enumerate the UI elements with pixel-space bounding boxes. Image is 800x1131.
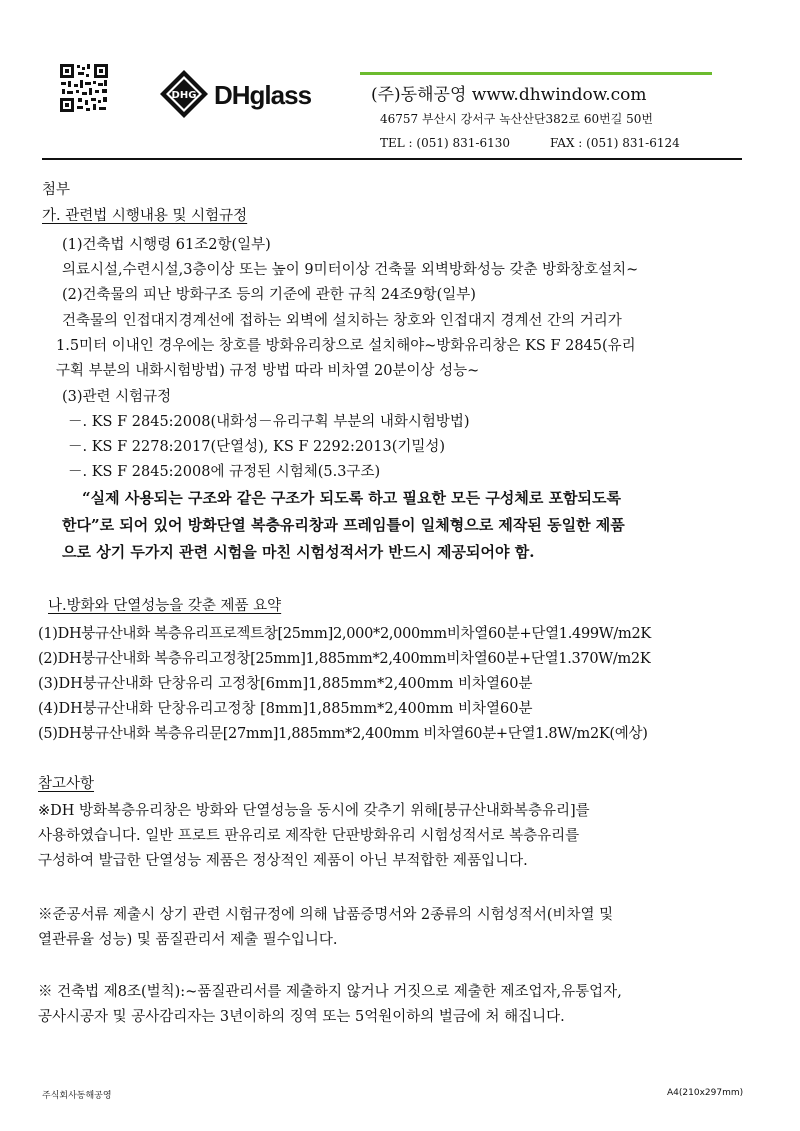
company-tel: TEL : (051) 831-6130 bbox=[380, 136, 510, 150]
note-line: ※ 건축법 제8조(벌칙):~품질관리서를 제출하지 않거나 거짓으로 제출한 제조업자,유통업자, bbox=[38, 984, 622, 1000]
qr-code-icon bbox=[58, 62, 110, 114]
product-item: (4)DH붕규산내화 단창유리고정창 [8mm]1,885mm*2,400mm 비차열60분 bbox=[38, 701, 533, 717]
company-fax: FAX : (051) 831-6124 bbox=[550, 136, 680, 150]
note-line: 열관류율 성능) 및 품질관리서 제출 필수입니다. bbox=[38, 932, 338, 948]
footer-company: 주식회사동해공영 bbox=[42, 1091, 112, 1101]
product-item: (1)DH붕규산내화 복층유리프로젝트창[25mm]2,000*2,000mm비차열60분+단열1.499W/m2K bbox=[38, 626, 651, 642]
section-a-title: 가. 관련법 시행내용 및 시험규정 bbox=[42, 208, 248, 224]
section-a-line: －. KS F 2845:2008에 규정된 시험체(5.3구조) bbox=[68, 464, 381, 480]
product-item: (3)DH붕규산내화 단창유리 고정창[6mm]1,885mm*2,400mm 비차열60분 bbox=[38, 676, 533, 692]
section-a-line: －. KS F 2278:2017(단열성), KS F 2292:2013(기밀성) bbox=[68, 439, 446, 455]
product-item: (2)DH붕규산내화 복층유리고정창[25mm]1,885mm*2,400mm비차열60분+단열1.370W/m2K bbox=[38, 651, 651, 667]
notes-title: 참고사항 bbox=[38, 776, 95, 792]
logo-text: DHglass bbox=[214, 80, 312, 110]
section-a-line: (1)건축법 시행령 61조2항(일부) bbox=[62, 237, 271, 253]
section-a-line: －. KS F 2845:2008(내화성－유리구획 부분의 내화시험방법) bbox=[68, 414, 470, 430]
section-a-line: 의료시설,수련시설,3층이상 또는 높이 9미터이상 건축물 외벽방화성능 갖춘 방화창호설치~ bbox=[62, 262, 639, 278]
company-address: 46757 부산시 강서구 녹산산단382로 60번길 50번 bbox=[380, 112, 653, 126]
dhglass-logo bbox=[158, 68, 328, 120]
product-item: (5)DH붕규산내화 복층유리문[27mm]1,885mm*2,400mm 비차열60분+단열1.8W/m2K(예상) bbox=[38, 726, 648, 742]
section-a-bold-line: 으로 상기 두가지 관련 시험을 마친 시험성적서가 반드시 제공되어야 함. bbox=[62, 543, 535, 561]
footer-paper-size: A4(210x297mm) bbox=[667, 1088, 744, 1098]
section-a-line: 구획 부분의 내화시험방법) 규정 방법 따라 비차열 20분이상 성능~ bbox=[56, 363, 480, 379]
note-line: ※준공서류 제출시 상기 관련 시험규정에 의해 납품증명서와 2종류의 시험성적서(비차열 및 bbox=[38, 907, 614, 923]
note-line: ※DH 방화복층유리창은 방화와 단열성능을 동시에 갖추기 위해[붕규산내화복층유리]를 bbox=[38, 803, 590, 819]
note-line: 구성하여 발급한 단열성능 제품은 정상적인 제품이 아닌 부적합한 제품입니다. bbox=[38, 853, 528, 869]
logo-mark-text: DHG bbox=[171, 90, 197, 101]
header-divider bbox=[42, 158, 742, 160]
attachment-label: 첨부 bbox=[42, 182, 71, 198]
section-a-line: 1.5미터 이내인 경우에는 창호를 방화유리창으로 설치해야~방화유리창은 KS F 2845(유리 bbox=[56, 338, 636, 354]
section-a-bold-line: “실제 사용되는 구조와 같은 구조가 되도록 하고 필요한 모든 구성체로 포함되도록 bbox=[82, 489, 622, 507]
header-accent-line bbox=[360, 72, 712, 75]
note-line: 공사시공자 및 공사감리자는 3년이하의 징역 또는 5억원이하의 벌금에 처 해집니다. bbox=[38, 1009, 565, 1025]
section-a-line: 건축물의 인접대지경계선에 접하는 외벽에 설치하는 창호와 인접대지 경계선 간의 거리가 bbox=[62, 313, 622, 329]
note-line: 사용하였습니다. 일반 프로트 판유리로 제작한 단판방화유리 시험성적서로 복층유리를 bbox=[38, 828, 580, 844]
company-line: (주)동해공영 www.dhwindow.com bbox=[371, 85, 647, 105]
section-a-bold-line: 한다”로 되어 있어 방화단열 복층유리창과 프레임틀이 일체형으로 제작된 동일한 제품 bbox=[62, 516, 625, 534]
section-a-line: (3)관련 시험규정 bbox=[62, 389, 172, 405]
section-b-title: 나.방화와 단열성능을 갖춘 제품 요약 bbox=[48, 598, 282, 614]
section-a-line: (2)건축물의 피난 방화구조 등의 기준에 관한 규칙 24조9항(일부) bbox=[62, 287, 476, 303]
